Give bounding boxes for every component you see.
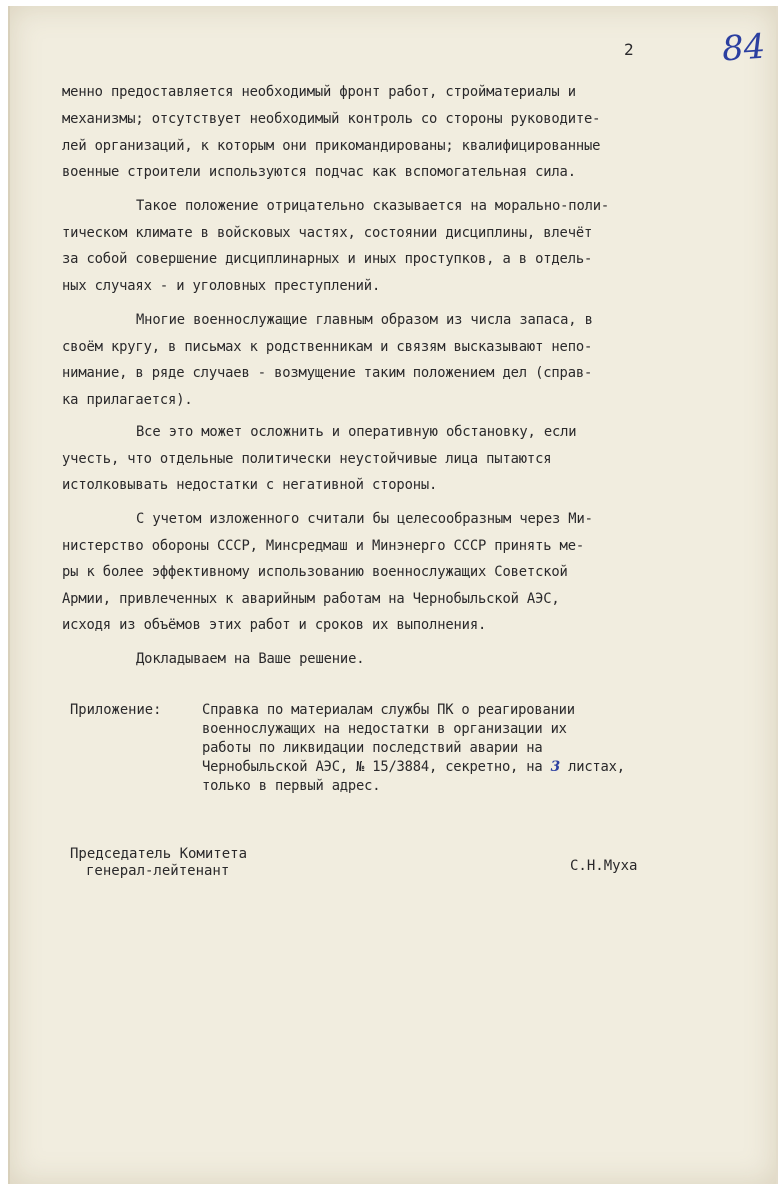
text-line: нимание, в ряде случаев - возмущение таким положением дел (справ-: [62, 365, 593, 381]
signatory-title: Председатель Комитета: [70, 846, 248, 862]
attachment-line: только в первый адрес.: [202, 778, 381, 794]
text-line: нистерство обороны СССР, Минсредмаш и Минэнерго СССР принять ме-: [62, 538, 585, 554]
text-line: Докладываем на Ваше решение.: [136, 651, 365, 667]
text-line: исходя из объёмов этих работ и сроков их выполнения.: [62, 617, 487, 633]
text-line: Все это может осложнить и оперативную обстановку, если: [136, 424, 577, 440]
page-number: 2: [624, 40, 634, 59]
text-line: Армии, привлеченных к аварийным работам на Чернобыльской АЭС,: [62, 591, 560, 607]
text-line: ры к более эффективному использованию военнослужащих Советской: [62, 564, 568, 580]
text-line: ка прилагается).: [62, 392, 193, 408]
signatory-rank: генерал-лейтенант: [86, 863, 230, 879]
document-page: [8, 6, 778, 1184]
text-line: Многие военнослужащие главным образом из числа запаса, в: [136, 312, 593, 328]
text-line: своём кругу, в письмах к родственникам и связям высказывают непо-: [62, 339, 593, 355]
text-line: ных случаях - и уголовных преступлений.: [62, 278, 381, 294]
attachment-line-tail: листах,: [568, 759, 625, 775]
text-line: за собой совершение дисциплинарных и иных проступков, а в отдель-: [62, 251, 593, 267]
text-line: лей организаций, к которым они прикомандированы; квалифицированные: [62, 138, 601, 154]
text-line: С учетом изложенного считали бы целесообразным через Ми-: [136, 511, 593, 527]
attachment-line: военнослужащих на недостатки в организации их: [202, 721, 567, 737]
attachment-line: [202, 759, 625, 775]
attachment-line: Справка по материалам службы ПК о реагировании: [202, 702, 575, 718]
sheet-count: 3: [550, 759, 560, 775]
archive-number: 84: [720, 26, 767, 70]
text-line: военные строители используются подчас как вспомогательная сила.: [62, 164, 576, 180]
text-line: тическом климате в войсковых частях, состоянии дисциплины, влечёт: [62, 225, 593, 241]
text-line: истолковывать недостатки с негативной стороны.: [62, 477, 438, 493]
text-line: менно предоставляется необходимый фронт работ, стройматериалы и: [62, 84, 576, 100]
text-line: учесть, что отдельные политически неустойчивые лица пытаются: [62, 451, 552, 467]
text-line: Такое положение отрицательно сказывается на морально-поли-: [136, 198, 610, 214]
attachment-line: работы по ликвидации последствий аварии на: [202, 740, 543, 756]
attachment-label: Приложение:: [70, 702, 162, 718]
attachment-line-text: Чернобыльской АЭС, № 15/3884, секретно, на: [202, 759, 543, 775]
signatory-name: С.Н.Муха: [570, 858, 638, 874]
text-line: механизмы; отсутствует необходимый контроль со стороны руководите-: [62, 111, 601, 127]
